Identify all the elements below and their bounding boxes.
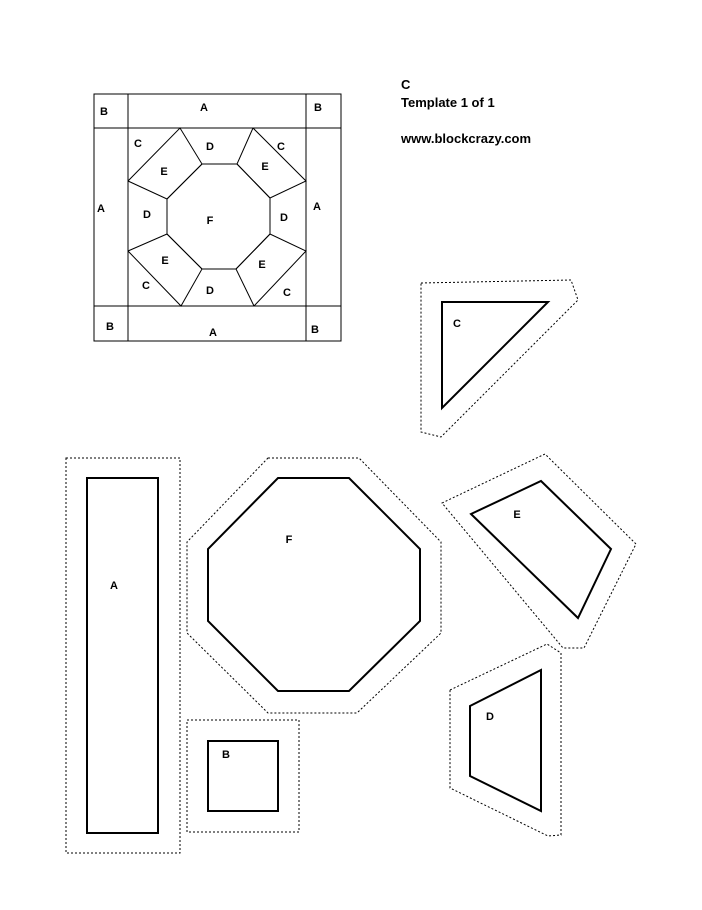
diagram-label-a-right: A (313, 201, 321, 213)
diagram-label-e-br: E (258, 259, 266, 271)
block-name: C (401, 77, 411, 92)
template-a (66, 458, 180, 853)
block-diagram (94, 94, 341, 341)
diagram-label-d-right: D (280, 212, 288, 224)
template-c (421, 280, 578, 437)
template-piece-e (471, 481, 611, 618)
template-b (187, 720, 299, 832)
seam-bottom-left (128, 234, 202, 306)
diagram-label-a-bottom: A (209, 327, 217, 339)
template-label-e: E (513, 509, 521, 521)
template-piece-b (208, 741, 278, 811)
template-label-d: D (486, 711, 494, 723)
diagram-label-e-bl: E (161, 255, 169, 267)
diagram-label-b-bl: B (106, 321, 114, 333)
diagram-label-b-tr: B (314, 102, 322, 114)
template-piece-f (208, 478, 420, 691)
diagram-label-c-tl: C (134, 138, 142, 150)
diagram-label-d-left: D (143, 209, 151, 221)
block-outline (94, 94, 341, 341)
diagram-label-a-left: A (97, 203, 105, 215)
center-octagon (167, 164, 270, 269)
template-label-a: A (110, 580, 118, 592)
diagram-label-b-br: B (311, 324, 319, 336)
diagram-label-b-tl: B (100, 106, 108, 118)
diagram-label-f: F (206, 215, 214, 227)
diagram-label-a-top: A (200, 102, 208, 114)
template-f (187, 458, 441, 713)
template-piece-a (87, 478, 158, 833)
template-piece-d (470, 670, 541, 811)
template-count: Template 1 of 1 (401, 95, 495, 110)
template-label-c: C (453, 318, 461, 330)
diagram-label-c-bl: C (142, 280, 150, 292)
seam-bottom-right (236, 234, 306, 306)
template-label-f: F (285, 534, 293, 546)
website-url[interactable]: www.blockcrazy.com (401, 131, 532, 146)
diagram-label-e-tl: E (160, 166, 168, 178)
diagram-label-d-bottom: D (206, 285, 214, 297)
template-e (442, 454, 636, 648)
diagram-label-d-top: D (206, 141, 214, 153)
diagram-label-c-tr: C (277, 141, 285, 153)
template-d (450, 644, 561, 836)
template-label-b: B (222, 749, 230, 761)
diagram-label-c-br: C (283, 287, 291, 299)
seam-top-right (237, 128, 306, 198)
diagram-label-e-tr: E (261, 161, 269, 173)
